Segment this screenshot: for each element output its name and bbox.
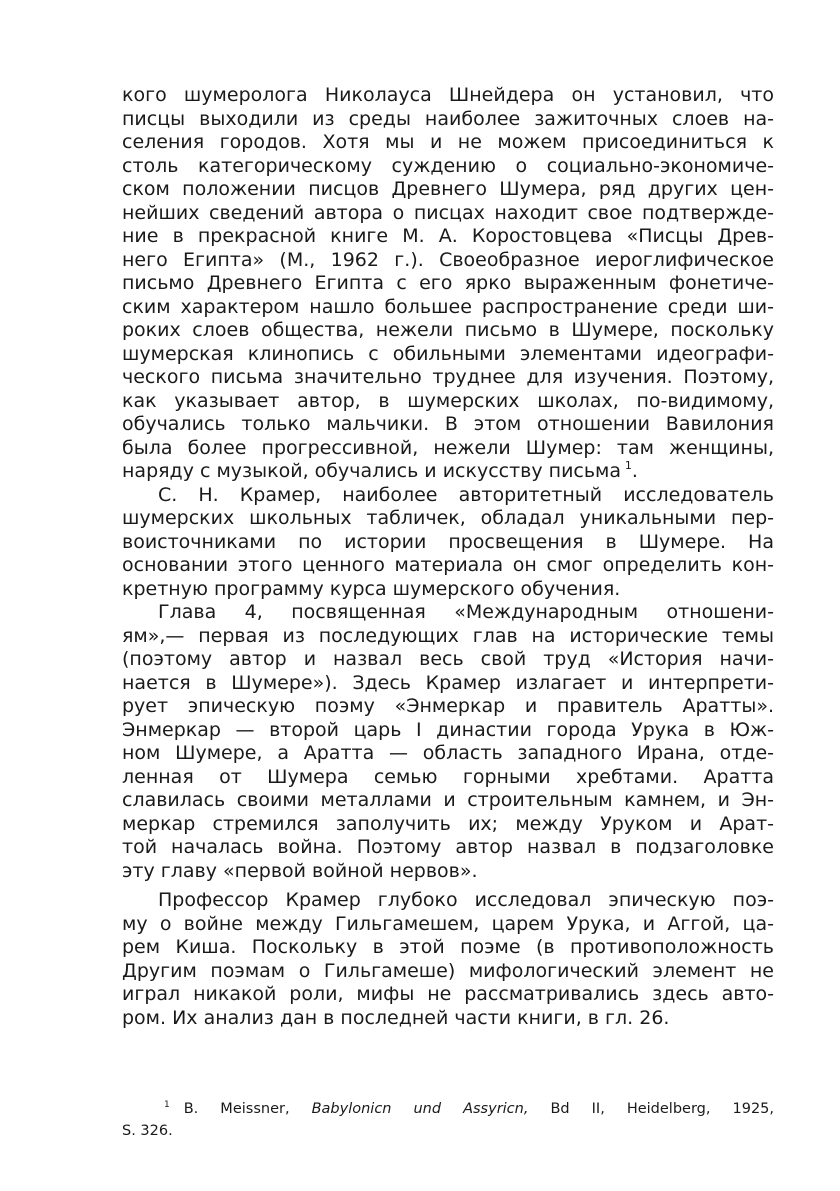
text-line: ском положении писцов Древнего Шумера, ряд других цен-: [122, 178, 774, 200]
page-body: [122, 84, 774, 1030]
text-line: шумерская клинопись с обильными элементами идеографи-: [122, 342, 774, 365]
paragraph-3: [122, 601, 774, 883]
text-line: ном Шумере, а Аратта — область западного Ирана, отде-: [122, 742, 774, 764]
footnote-line: [122, 1098, 774, 1120]
text-line: славилась своими металлами и строительным камнем, и Эн-: [122, 789, 774, 811]
text-line: письмо Древнего Египта с его ярко выраженным фонетиче-: [122, 272, 774, 294]
text-line: [122, 460, 774, 484]
text-line: нается в Шумере»). Здесь Крамер излагает и интерпрети-: [122, 671, 774, 694]
text-line: была более прогрессивной, нежели Шумер: там женщины,: [122, 436, 774, 459]
footnote-author: B. Meissner,: [183, 1101, 290, 1117]
text-line: основании этого ценного материала он смог определить кон-: [122, 554, 774, 576]
text-line: писцы выходили из среды наиболее зажиточных слоев на-: [122, 107, 774, 130]
text-line: него Египта» (М., 1962 г.). Своеобразное иероглифическое: [122, 248, 774, 271]
paragraph-2: [122, 484, 774, 602]
paragraph-4: [122, 889, 774, 1030]
paragraph-1: [122, 84, 774, 484]
text-fragment: .: [631, 460, 638, 482]
footnote-line: S. 326.: [122, 1123, 173, 1139]
text-line: как указывает автор, в шумерских школах, по-видимому,: [122, 389, 774, 412]
footnote: [122, 1098, 774, 1142]
text-line: меркар стремился заполучить их; между Уруком и Арат-: [122, 812, 774, 835]
text-line: кого шумеролога Николауса Шнейдера он установил, что: [122, 84, 774, 106]
text-fragment: наряду с музыкой, обучались и искусству письма: [122, 460, 622, 482]
text-line: воисточниками по истории просвещения в Шумере. На: [122, 530, 774, 553]
text-line: му о войне между Гильгамешем, царем Урука, и Аггой, ца-: [122, 912, 774, 935]
text-line: Другим поэмам о Гильгамеше) мифологический элемент не: [122, 959, 774, 982]
text-line: играл никакой роли, мифы не рассматривались здесь авто-: [122, 983, 774, 1005]
text-line: Профессор Крамер глубоко исследовал эпическую поэ-: [158, 889, 774, 911]
text-line: ским характером нашло большее распространение среди ши-: [122, 295, 774, 318]
text-line: эту главу «первой войной нервов».: [122, 859, 478, 882]
footnote-marker: 1: [164, 1100, 170, 1110]
text-line: шумерских школьных табличек, обладал уникальными пер-: [122, 507, 774, 529]
text-line: рует эпическую поэму «Энмеркар и правитель Аратты».: [122, 695, 774, 717]
text-line: ческого письма значительно труднее для изучения. Поэтому,: [122, 366, 774, 388]
text-line: (поэтому автор и назвал весь свой труд «История начи-: [122, 648, 774, 670]
text-line: ние в прекрасной книге М. А. Коростовцева «Писцы Древ-: [122, 225, 774, 247]
text-line: кретную программу курса шумерского обучения.: [122, 577, 621, 600]
text-line: Энмеркар — второй царь I династии города Урука в Юж-: [122, 718, 774, 741]
text-line: обучались только мальчики. В этом отношении Вавилония: [122, 413, 774, 435]
text-line: С. Н. Крамер, наиболее авторитетный исследователь: [158, 483, 774, 506]
text-line: ром. Их анализ дан в последней части книги, в гл. 26.: [122, 1006, 670, 1029]
text-line: ям»,— первая из последующих глав на исторические темы: [122, 624, 774, 647]
footnote-book-title: Babylonicn und Assyricn,: [311, 1101, 529, 1117]
text-line: нейших сведений автора о писцах находит свое подтвержде-: [122, 201, 774, 224]
text-line: ленная от Шумера семью горными хребтами. Аратта: [122, 765, 774, 788]
text-line: той началась война. Поэтому автор назвал в подзаголовке: [122, 836, 774, 858]
footnote-details: Bd II, Heidelberg, 1925,: [550, 1101, 774, 1117]
text-line: Глава 4, посвященная «Международным отношени-: [158, 601, 774, 623]
footnote-reference: 1: [624, 459, 632, 472]
text-line: роких слоев общества, нежели письмо в Шумере, поскольку: [122, 319, 774, 341]
text-line: рем Киша. Поскольку в этой поэме (в противоположность: [122, 936, 774, 958]
text-line: столь категорическому суждению о социально-экономиче-: [122, 154, 774, 177]
text-line: селения городов. Хотя мы и не можем присоединиться к: [122, 131, 774, 153]
